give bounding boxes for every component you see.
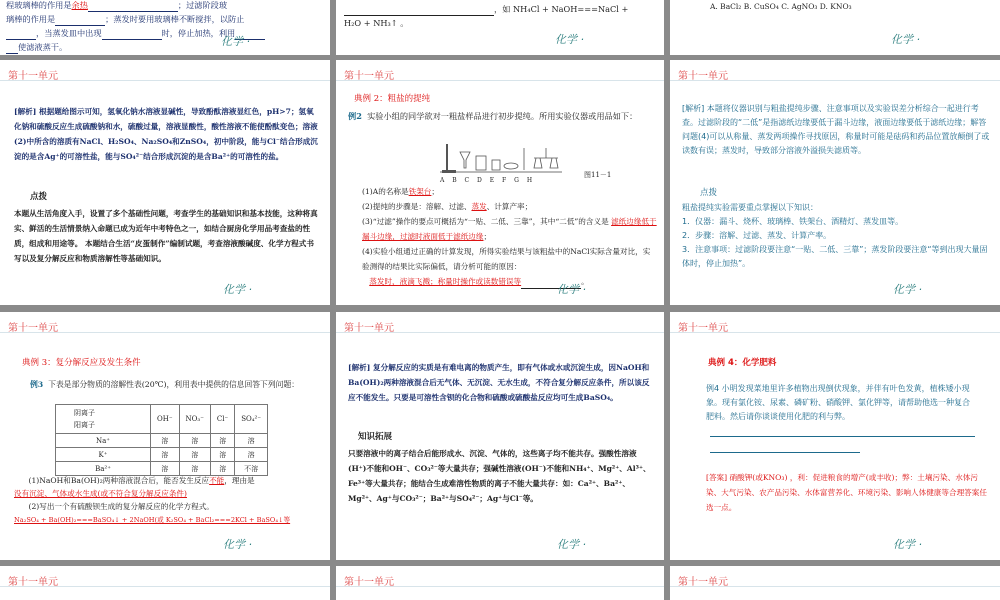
unit-label: 第十一单元 <box>678 577 728 588</box>
example-label: 例2 <box>348 111 362 121</box>
cell: 溶 <box>210 434 234 448</box>
footer-subject: 化学 · <box>223 283 252 296</box>
col-header: Cl⁻ <box>210 405 234 434</box>
slide-r3-mid[interactable] <box>336 312 664 560</box>
corner-top: 阴离子 <box>74 409 95 417</box>
cell: 溶 <box>151 434 180 448</box>
figure-letters: A B C D E F G H <box>440 177 536 184</box>
footer-subject: 化学 · <box>221 35 250 48</box>
text-line: ，如 NH₄Cl + NaOH===NaCl + <box>494 4 629 14</box>
cell: 溶 <box>179 448 210 462</box>
answer-text: 没有沉淀、气体或水生成(或不符合复分解反应条件) <box>14 489 187 498</box>
apparatus-figure <box>436 138 566 178</box>
question-text: 下表是部分物质的溶解性表(20℃)，利用表中提供的信息回答下列问题： <box>48 380 300 389</box>
unit-label: 第十一单元 <box>8 323 58 334</box>
extension-text: 只要溶液中的离子结合后能形成水、沉淀、气体的，这些离子均不能共存。强酸性溶液(H⁺)不能和OH⁻、CO₃²⁻等大量共存；强碱性溶液(OH⁻)不能和NH₄⁺、Mg²⁺、Al³⁺、Fe³⁺等大量共存；能结合生成难溶性物质的离子不能大量共存：如：Ca²⁺、Ba²⁺、Mg²⁺、Ag⁺与CO₃²⁻；Ba²⁺与SO₄²⁻；Ag⁺与Cl⁻等。 <box>348 449 651 503</box>
text-line: ；过滤阶段玻 <box>177 0 228 10</box>
cell: 溶 <box>235 434 268 448</box>
cell: 溶 <box>179 434 210 448</box>
analysis-text: [解析] 复分解反应的实质是有难电离的物质产生，即有气体或水或沉淀生成，因NaOH和Ba(OH)₂两种溶液混合后无气体、无沉淀、无水生成，不符合复分解反应条件，所以该反应不能发生。只要是可溶性含钡的化合物和硫酸或硫酸盐反应均可生成BaSO₄。 <box>348 363 650 402</box>
question-text: 例4 小明发现菜地里许多植物出现倒伏现象，并伴有叶色发黄，植株矮小现象。现有氯化铵、尿素、磷矿粉、硝酸钾、氯化钾等，请帮助他选一种复合肥料。然后请你谈谈使用化肥的利与弊。 <box>706 384 970 421</box>
example-title: 典例 2：粗盐的提纯 <box>354 94 431 104</box>
cell: 溶 <box>151 448 180 462</box>
footer-subject: 化学 · <box>893 283 922 296</box>
tip-title: 点拨 <box>700 188 718 198</box>
footer-subject: 化学 · <box>223 538 252 551</box>
unit-label: 第十一单元 <box>8 577 58 588</box>
slide-r2-right[interactable] <box>670 60 1000 305</box>
table-row <box>56 448 268 462</box>
slide-top-right[interactable] <box>670 0 1000 55</box>
footer-subject: 化学 · <box>891 33 920 46</box>
q1-text: (1)NaOH和Ba(OH)₂两种溶液混合后，能否发生反应 <box>28 476 210 485</box>
slide-r3-right[interactable] <box>670 312 1000 560</box>
analysis-text: [解析] 根据题给图示可知，氢氧化钠水溶液显碱性，导致酚酞溶液显红色，pH>7；氢氧化钠和硫酸反应生成硫酸钠和水，硫酸过量，溶液显酸性，酸性溶液不能使酚酞变色；溶液(2)中所含的溶质有NaCl、H₂SO₄、Na₂SO₄和ZnSO₄，初中阶段，能与Cl⁻结合形成沉淀的是含Ag⁺的可溶性盐，能与SO₄²⁻结合形成沉淀的是含Ba²⁺的可溶性的盐。 <box>14 107 318 161</box>
tip-title: 点拨 <box>30 192 48 202</box>
footer-subject: 化学 · <box>557 283 586 296</box>
answer-text: Na₂SO₄ + Ba(OH)₂===BaSO₄↓ + 2NaOH(或 K₂SO₄ + BaCl₂===2KCl + BaSO₄↓等 <box>14 516 291 524</box>
footer-subject: 化学 · <box>555 33 584 46</box>
analysis-text: [解析] 本题将仪器识别与粗盐提纯步骤、注意事项以及实验误差分析综合一起进行考查。过滤阶段的“二低”是指滤纸边缘要低于漏斗边缘，液面边缘要低于滤纸边缘；解答问题(4)可以从称量、蒸发两项操作寻找原因，称量时可能是砝码和药品位置放颠倒了或读数有误；蒸发时，导致部分溶液外溢损失滤质等。 <box>682 104 990 155</box>
table-row <box>56 434 268 448</box>
answer-line <box>710 452 860 453</box>
corner-bottom: 阳离子 <box>74 421 95 429</box>
unit-label: 第十一单元 <box>344 577 394 588</box>
cell: 溶 <box>179 462 210 476</box>
example-title: 典例 4：化学肥料 <box>708 358 777 368</box>
text-line: 时，停止加热，利用 <box>161 28 236 38</box>
tip-item: 2．步骤：溶解、过滤、蒸发、计算产率。 <box>682 231 832 240</box>
cell: 溶 <box>210 448 234 462</box>
cell: 不溶 <box>235 462 268 476</box>
footer-subject: 化学 · <box>557 538 586 551</box>
row-header: Na⁺ <box>56 434 151 448</box>
example-title: 典例 3：复分解反应及发生条件 <box>22 358 141 368</box>
slide-top-left[interactable] <box>0 0 330 55</box>
extension-title: 知识拓展 <box>358 432 393 442</box>
answer-text: 蒸发 <box>471 202 487 211</box>
answer-text: 铁架台 <box>408 187 432 196</box>
figure-caption: 图11－1 <box>584 171 612 179</box>
tip-intro: 粗盐提纯实验需要重点掌握以下知识： <box>682 203 818 212</box>
q3-text: (3)“过滤”操作的要点可概括为“一贴、二低、三靠”，其中“二低”的含义是 <box>362 217 609 226</box>
options-text: A. BaCl₂ B. CuSO₄ C. AgNO₃ D. KNO₃ <box>710 2 852 11</box>
q2-text: (2)写出一个有硫酸钡生成的复分解反应的化学方程式。 <box>28 502 214 511</box>
col-header: NO₃⁻ <box>179 405 210 434</box>
text-line: 璃棒的作用是 <box>6 14 56 24</box>
unit-label: 第十一单元 <box>8 71 58 82</box>
q4-text: (4)实验小组通过正确的计算发现，所得实验结果与该粗盐中的NaCl实际含量对比，实验测得的结果比实际偏低，请分析可能的原因： <box>362 247 651 271</box>
answer-text: [答案] 硝酸钾(或KNO₃) ，利：促进粮食的增产(或丰收)；弊：土壤污染、水体污染、大气污染、农产品污染、水体富营养化、环境污染、影响人体健康等合理答案任选一点。 <box>706 473 987 512</box>
slide-r4-left[interactable] <box>0 566 330 600</box>
tip-item: 3．注意事项：过滤阶段要注意“一贴、二低、三靠”；蒸发阶段要注意“等到出现大量固体时，停止加热”。 <box>682 245 988 268</box>
text-line: 程玻璃棒的作用是 <box>6 0 72 10</box>
table-corner <box>56 405 151 434</box>
unit-label: 第十一单元 <box>344 323 394 334</box>
answer-text: 滤纸边缘低于漏斗边缘，过滤时液面低于滤纸边缘 <box>362 217 657 241</box>
cell: 溶 <box>151 462 180 476</box>
text-line: ；蒸发时要用玻璃棒不断搅拌，以防止 <box>105 14 245 24</box>
footer-subject: 化学 · <box>893 538 922 551</box>
slide-r2-mid[interactable]: 第十一单元 典例 2：粗盐的提纯 例2 实验小组的同学欲对一粗盐样品进行初步提纯。所用实验仪器或用品如下： A B C D E F G H 图11－1 (1)A的名称是铁架台； (2)提纯的步骤是：溶解、过滤、蒸发、计算产率； (3)“过滤”操作的要点可概括为“一贴、二低、三靠”，其中“二低”的含义是 滤纸边缘低于漏斗边缘，过滤时液面低于滤纸边缘； (4)实验小组通过正确的计算发现，所得实验结果与该粗盐中的NaCl实际含量对比，实验测得的结果比实际偏低，请分析可能的原因： 蒸发时，液滴飞溅；称量时操作或读数错误等 。 化学 · <box>336 60 664 305</box>
unit-label: 第十一单元 <box>678 71 728 82</box>
question-text: 实验小组的同学欲对一粗盐样品进行初步提纯。所用实验仪器或用品如下： <box>367 111 638 121</box>
col-header: SO₄²⁻ <box>235 405 268 434</box>
cell: 溶 <box>235 448 268 462</box>
tip-item: 1．仪器：漏斗、烧杯、玻璃棒、铁架台、酒精灯、蒸发皿等。 <box>682 217 904 226</box>
tip-text: 本题从生活角度入手，设置了多个基础性问题，考查学生的基础知识和基本技能，这种将真实、鲜活的生活情景纳入命题已成为近年中考特色之一，如结合厨房化学用品考查盐的性质，组成和用途等。 本题结合生活“皮蛋制作”编制试题，考查溶液酸碱度、化学方程式书写以及复分解反应和物质溶解性等基础知识。 <box>14 209 318 263</box>
text-line: H₂O + NH₃↑ 。 <box>344 18 409 28</box>
row-header: Ba²⁺ <box>56 462 151 476</box>
slide-r3-left[interactable] <box>0 312 330 560</box>
row-header: K⁺ <box>56 448 151 462</box>
answer-line <box>710 436 975 437</box>
q1-tail: ，理由是 <box>224 476 255 485</box>
unit-label: 第十一单元 <box>678 323 728 334</box>
text-line: ，当蒸发皿中出现 <box>36 28 102 38</box>
slide-r2-left[interactable] <box>0 60 330 305</box>
slide-top-mid[interactable] <box>336 0 664 55</box>
answer-text: 不能 <box>209 476 225 485</box>
col-header: OH⁻ <box>151 405 180 434</box>
unit-label: 第十一单元 <box>344 71 394 82</box>
answer-text: 蒸发时，液滴飞溅；称量时操作或读数错误等 <box>369 277 522 286</box>
q1-text: (1)A的名称是 <box>362 187 409 196</box>
example-label: 例3 <box>30 380 44 389</box>
slide-r4-right[interactable] <box>670 566 1000 600</box>
cell: 溶 <box>210 462 234 476</box>
q2-tail: 、计算产率； <box>486 202 533 211</box>
text-line: 使滤液蒸干。 <box>18 42 68 52</box>
q2-text: (2)提纯的步骤是：溶解、过滤、 <box>362 202 472 211</box>
solubility-table <box>55 404 268 476</box>
slide-r4-mid[interactable] <box>336 566 664 600</box>
answer-text: 余热 <box>71 0 88 10</box>
